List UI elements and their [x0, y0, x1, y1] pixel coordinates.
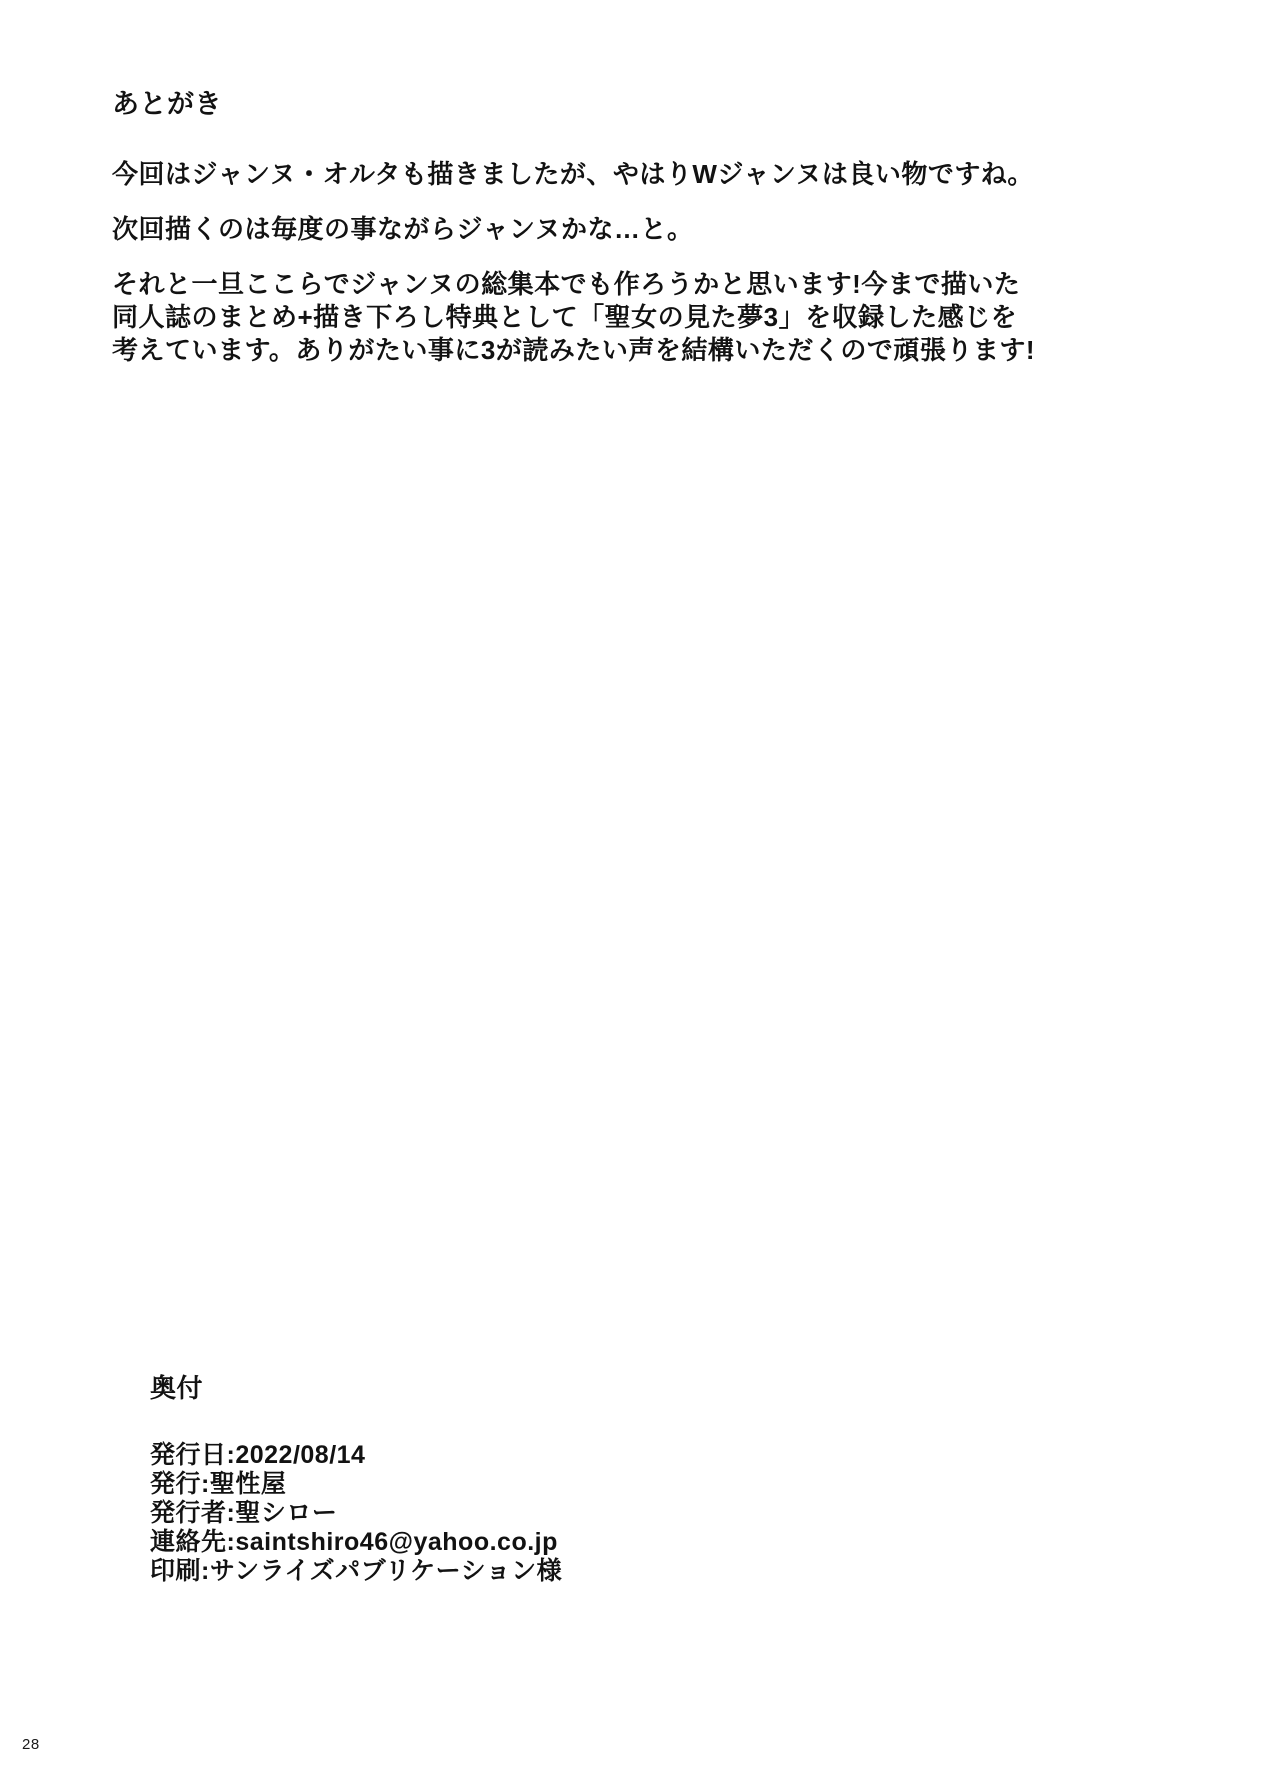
- colophon-printer: 印刷:サンライズパブリケーション様: [150, 1557, 563, 1585]
- colophon-publisher: 発行:聖性屋: [150, 1470, 287, 1498]
- afterword-paragraph-3-line-3: 考えています。ありがたい事に3が読みたい声を結構いただくので頑張ります!: [112, 335, 1036, 365]
- page-number: 28: [22, 1736, 40, 1753]
- colophon-publication-date: 発行日:2022/08/14: [150, 1441, 366, 1469]
- colophon-author: 発行者:聖シロー: [150, 1499, 338, 1527]
- colophon-contact: 連絡先:saintshiro46@yahoo.co.jp: [150, 1528, 558, 1556]
- colophon-lines: [150, 1441, 1050, 1586]
- afterword-line-1: 今回はジャンヌ・オルタも描きましたが、やはりWジャンヌは良い物ですね。: [112, 159, 1034, 189]
- afterword-line-2: 次回描くのは毎度の事ながらジャンヌかな…と。: [112, 214, 694, 244]
- afterword-paragraph-3-line-1: それと一旦ここらでジャンヌの総集本でも作ろうかと思います!今まで描いた: [112, 269, 1021, 299]
- colophon-heading: 奥付: [150, 1373, 204, 1403]
- afterword-section: [112, 88, 1192, 390]
- afterword-paragraph-3-line-2: 同人誌のまとめ+描き下ろし特典として「聖女の見た夢3」を収録した感じを: [112, 302, 1018, 332]
- colophon-section: [150, 1368, 1050, 1586]
- afterword-heading: あとがき: [112, 89, 222, 119]
- afterword-paragraph-3: [112, 268, 1192, 367]
